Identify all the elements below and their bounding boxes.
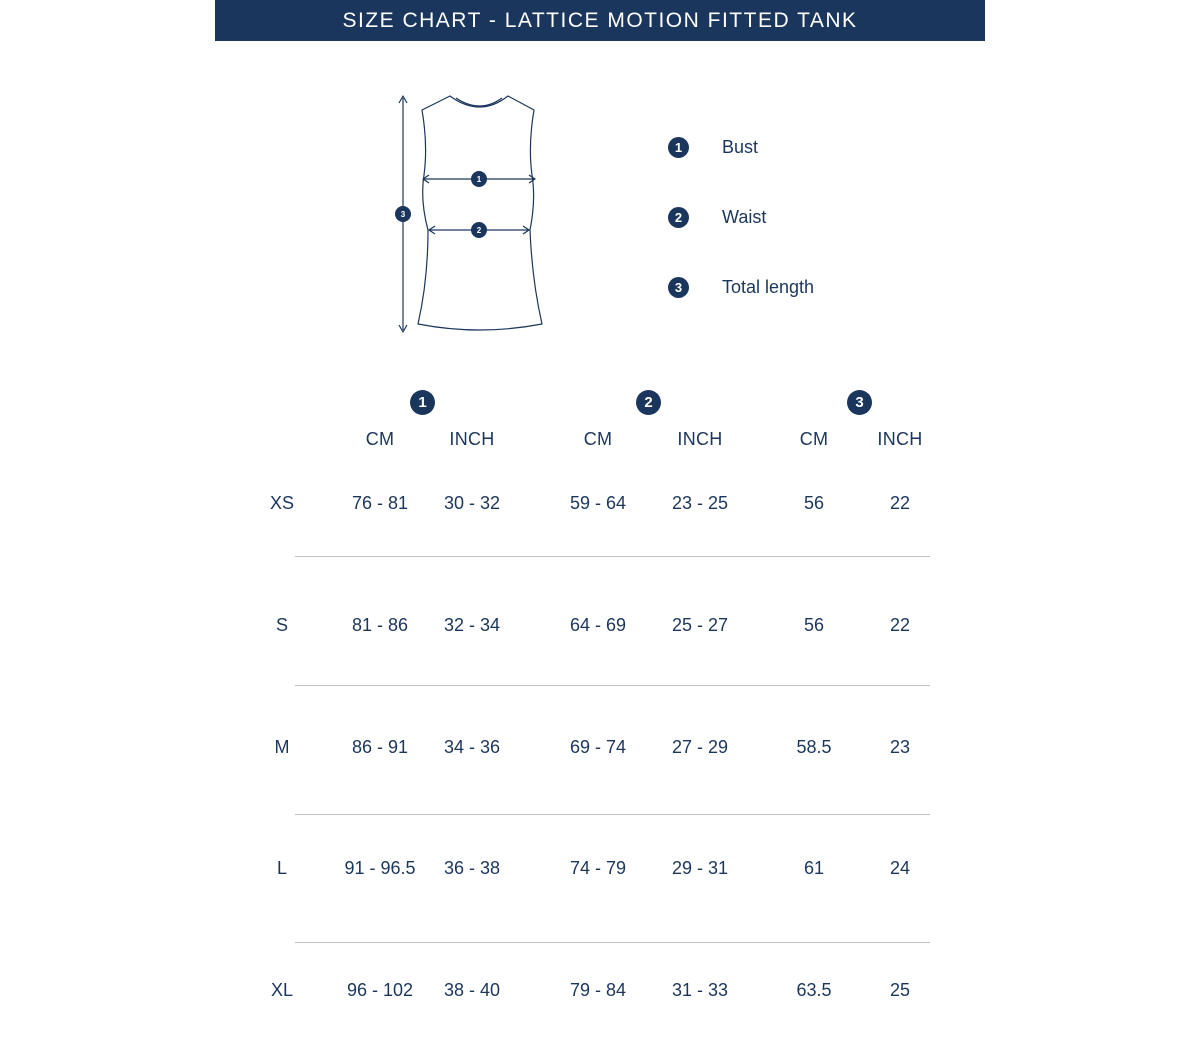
table-cell: 59 - 64 <box>569 493 627 513</box>
table-cell: 63.5 <box>796 980 832 1000</box>
group-badge-waist: 2 <box>636 390 661 415</box>
table-cell: 29 - 31 <box>671 858 729 878</box>
row-divider <box>295 685 930 686</box>
table-cell: 36 - 38 <box>443 858 501 878</box>
legend-item-total-length <box>668 276 815 298</box>
size-label: XS <box>269 493 295 513</box>
table-cell: 30 - 32 <box>443 493 501 513</box>
size-label: L <box>276 858 288 878</box>
row-divider <box>295 942 930 943</box>
tank-diagram <box>390 90 550 340</box>
size-label: S <box>275 615 289 635</box>
unit-header: CM <box>365 429 395 449</box>
tank-neckline <box>456 98 502 106</box>
group-badge-bust: 1 <box>410 390 435 415</box>
table-cell: 31 - 33 <box>671 980 729 1000</box>
table-cell: 64 - 69 <box>569 615 627 635</box>
legend-label: Bust <box>722 137 759 157</box>
legend-item-bust <box>668 136 759 158</box>
table-cell: 24 <box>889 858 911 878</box>
table-cell: 76 - 81 <box>351 493 409 513</box>
unit-header: INCH <box>877 429 923 449</box>
size-label: M <box>274 737 290 757</box>
legend-label: Waist <box>722 207 767 227</box>
table-cell: 25 <box>889 980 911 1000</box>
table-cell: 25 - 27 <box>671 615 729 635</box>
table-cell: 58.5 <box>796 737 832 757</box>
table-cell: 56 <box>803 493 825 513</box>
table-cell: 38 - 40 <box>443 980 501 1000</box>
unit-header: INCH <box>677 429 723 449</box>
table-cell: 32 - 34 <box>443 615 501 635</box>
table-cell: 69 - 74 <box>569 737 627 757</box>
table-cell: 22 <box>889 615 911 635</box>
table-cell: 96 - 102 <box>346 980 414 1000</box>
group-badge-length: 3 <box>847 390 872 415</box>
tank-outline <box>418 96 542 330</box>
size-label: XL <box>270 980 294 1000</box>
diagram-marker-2: 2 <box>476 226 482 235</box>
legend-label: Total length <box>722 277 815 297</box>
header-bar <box>215 0 985 41</box>
table-cell: 74 - 79 <box>569 858 627 878</box>
row-divider <box>295 556 930 557</box>
row-divider <box>295 814 930 815</box>
table-cell: 56 <box>803 615 825 635</box>
legend-item-waist <box>668 206 767 228</box>
page-title: SIZE CHART - LATTICE MOTION FITTED TANK <box>342 8 858 32</box>
unit-header: CM <box>583 429 613 449</box>
table-cell: 61 <box>803 858 825 878</box>
table-cell: 91 - 96.5 <box>344 858 416 878</box>
legend-badge: 1 <box>668 137 689 158</box>
table-cell: 22 <box>889 493 911 513</box>
table-cell: 79 - 84 <box>569 980 627 1000</box>
unit-header: INCH <box>449 429 495 449</box>
table-cell: 86 - 91 <box>351 737 409 757</box>
table-cell: 23 <box>889 737 911 757</box>
table-cell: 34 - 36 <box>443 737 501 757</box>
diagram-marker-3: 3 <box>400 210 406 219</box>
diagram-marker-1: 1 <box>476 175 482 184</box>
legend-badge: 2 <box>668 207 689 228</box>
table-cell: 81 - 86 <box>351 615 409 635</box>
table-cell: 23 - 25 <box>671 493 729 513</box>
legend-badge: 3 <box>668 277 689 298</box>
table-cell: 27 - 29 <box>671 737 729 757</box>
unit-header: CM <box>799 429 829 449</box>
